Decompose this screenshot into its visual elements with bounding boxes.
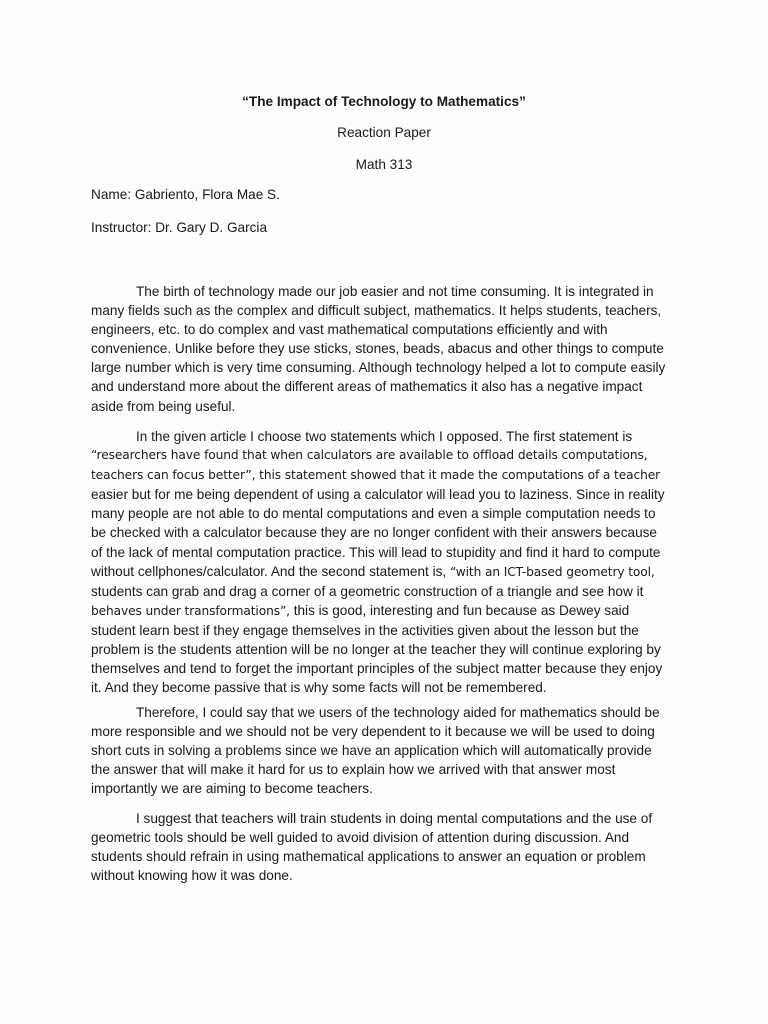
text-line: aside from being useful.: [91, 398, 236, 414]
text-line: more responsible and we should not be very dependent to it because we will be used to doing: [91, 724, 655, 740]
text-line: engineers, etc. to do complex and vast mathematical computations efficiently and with: [91, 322, 608, 338]
text-line: I suggest that teachers will train students in doing mental computations and the use of: [136, 811, 653, 826]
paper-title: “The Impact of Technology to Mathematics”: [242, 94, 526, 109]
quoted-statement-fragment: teachers can focus better”,: [91, 468, 256, 483]
text-fragment: this statement showed that it made the computations of a teacher: [255, 468, 661, 483]
text-line: geometric tools should be well guided to avoid division of attention during discussion. And: [91, 830, 630, 846]
text-line: [91, 562, 671, 582]
quoted-statement-fragment: behaves under transformations”,: [91, 603, 290, 618]
text-line: The birth of technology made our job easier and not time consuming. It is integrated in: [136, 284, 654, 299]
paragraph-suggestion: [91, 809, 671, 885]
course-code: Math 313: [355, 157, 413, 172]
text-line: students can grab and drag a corner of a geometric construction of a triangle and see how it: [91, 583, 644, 599]
text-line: student learn best if they engage themselves in the activities given about the lesson but the: [91, 622, 639, 638]
text-line: [91, 465, 671, 485]
text-line: importantly we are aiming to become teachers.: [91, 781, 373, 797]
text-line: large number which is very time consuming. Although technology helped a lot to compute easily: [91, 360, 666, 376]
text-line: without knowing how it was done.: [91, 868, 293, 884]
paragraph-intro: [91, 282, 671, 416]
text-line: short cuts in solving a problems since we have an application which will automatically provide: [91, 743, 652, 759]
text-line: many fields such as the complex and difficult subject, mathematics. It helps students, teachers,: [91, 303, 662, 319]
paragraph-conclusion: [91, 703, 671, 798]
student-name: Name: Gabriento, Flora Mae S.: [91, 187, 280, 202]
quoted-statement-line: “researchers have found that when calculators are available to offload details computations,: [91, 448, 648, 463]
text-line: and understand more about the different areas of mathematics it also has a negative impact: [91, 379, 643, 395]
text-line: it. And they become passive that is why some facts will not be remembered.: [91, 680, 547, 696]
instructor-name: Instructor: Dr. Gary D. Garcia: [91, 220, 268, 235]
text-line: the answer that will make it hard for us to explain how we arrived with that answer most: [91, 762, 616, 778]
text-line: Therefore, I could say that we users of the technology aided for mathematics should be: [136, 705, 660, 720]
quoted-statement-fragment: “with an ICT-based geometry tool,: [449, 564, 655, 579]
text-line: In the given article I choose two statements which I opposed. The first statement is: [136, 429, 633, 444]
text-line: easier but for me being dependent of using a calculator will lead you to laziness. Since in reality: [91, 487, 665, 503]
text-line: be checked with a calculator because they are no longer confident with their answers because: [91, 525, 657, 541]
text-line: problem is the students attention will be no longer at the teacher they will continue exploring by: [91, 642, 661, 658]
paper-subtitle: Reaction Paper: [337, 125, 431, 140]
text-line: convenience. Unlike before they use sticks, stones, beads, abacus and other things to compute: [91, 341, 664, 357]
text-line: of the lack of mental computation practice. This will lead to stupidity and find it hard to compute: [91, 544, 661, 560]
text-fragment: without cellphones/calculator. And the second statement is,: [91, 563, 450, 579]
paragraph-article-statements: [91, 427, 671, 697]
text-line: students should refrain in using mathematical applications to answer an equation or problem: [91, 849, 646, 865]
text-line: themselves and tend to forget the important principles of the subject matter because they enjoy: [91, 661, 663, 677]
text-fragment: this is good, interesting and fun because as Dewey said: [289, 602, 630, 618]
text-line: many people are not able to do mental computations and even a simple computation needs to: [91, 506, 656, 522]
text-line: [91, 601, 671, 621]
